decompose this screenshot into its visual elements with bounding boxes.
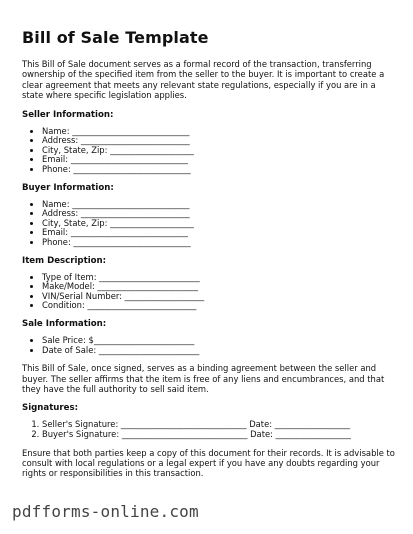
buyer-address-field: • Address: __________________________ [42, 209, 396, 219]
signatures-heading: Signatures: [22, 403, 79, 414]
site-watermark: pdfforms-online.com [12, 502, 199, 521]
buyer-phone-field: • Phone: ____________________________ [42, 238, 396, 248]
buyer-name-field: • Name: ____________________________ [42, 200, 396, 210]
seller-name-field: • Name: ____________________________ [42, 127, 396, 137]
seller-city-field: • City, State, Zip: ____________________ [42, 146, 396, 156]
sale-list [22, 336, 396, 355]
agreement-paragraph: This Bill of Sale, once signed, serves as a binding agreement between the seller and buyer. The seller affirms that the item is free of any liens and encumbrances, and that they have the full authority to sell said item. [22, 363, 385, 394]
signatures-list [22, 420, 396, 439]
seller-signature-line: 1. Seller's Signature: ______________________________ Date: __________________ [42, 420, 396, 430]
item-heading: Item Description: [22, 255, 107, 266]
sale-date-field: • Date of Sale: ________________________ [42, 346, 396, 356]
buyer-email-field: • Email: ____________________________ [42, 228, 396, 238]
document-title: Bill of Sale Template [22, 28, 209, 47]
item-list [22, 273, 396, 311]
item-make-field: • Make/Model: ________________________ [42, 282, 396, 292]
sale-price-field: • Sale Price: $________________________ [42, 336, 396, 346]
closing-paragraph: Ensure that both parties keep a copy of this document for their records. It is advisable to consult with local regulations or a legal expert if you have any doubts regarding your rights or responsibilities in this transaction. [22, 447, 395, 479]
seller-heading: Seller Information: [22, 109, 114, 120]
item-condition-field: • Condition: __________________________ [42, 301, 396, 311]
sale-heading: Sale Information: [22, 318, 107, 329]
buyer-city-field: • City, State, Zip: ____________________ [42, 219, 396, 229]
intro-paragraph: This Bill of Sale document serves as a formal record of the transaction, transferring ownership of the specified item from the seller to the buyer. It is important to create a clear agreement that meets any relevant state regulations, especially if you are in a state where specific legislation applies. [22, 59, 385, 101]
document-page [22, 28, 396, 488]
buyer-heading: Buyer Information: [22, 182, 114, 193]
seller-list [22, 127, 396, 175]
seller-phone-field: • Phone: ____________________________ [42, 165, 396, 175]
seller-address-field: • Address: __________________________ [42, 136, 396, 146]
buyer-list [22, 200, 396, 248]
item-vin-field: • VIN/Serial Number: ___________________ [42, 292, 396, 302]
buyer-signature-line: 2. Buyer's Signature: ______________________________ Date: __________________ [42, 430, 396, 440]
seller-email-field: • Email: ____________________________ [42, 155, 396, 165]
item-type-field: • Type of Item: ________________________ [42, 273, 396, 283]
